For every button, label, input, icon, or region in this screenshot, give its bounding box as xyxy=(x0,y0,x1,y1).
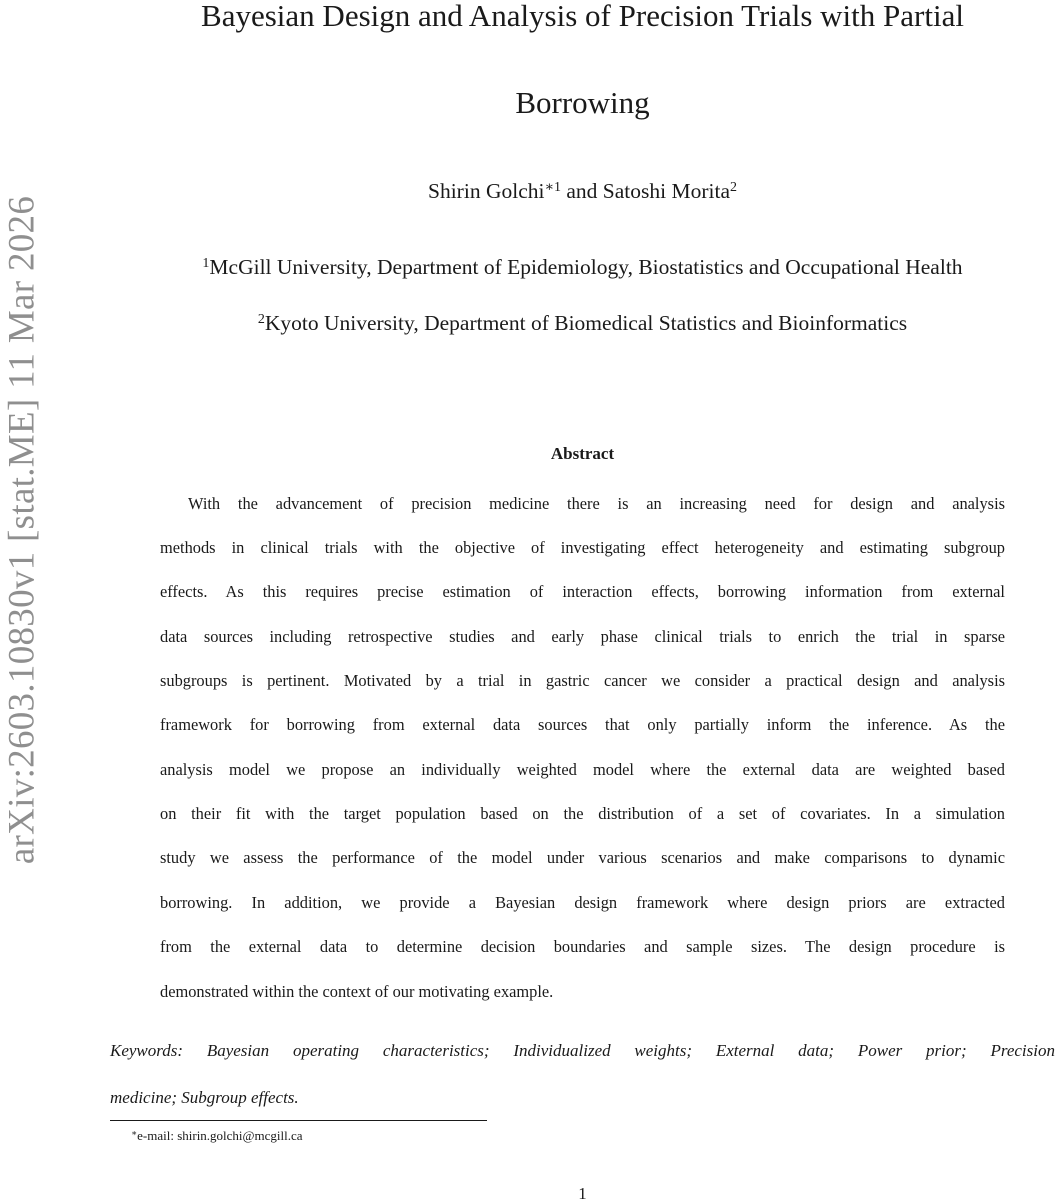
abstract-line: borrowing. In addition, we provide a Bayesian design framework where design priors are extracted xyxy=(160,893,1005,912)
affiliation-2-mark: 2 xyxy=(257,312,265,327)
abstract-line: With the advancement of precision medicine there is an increasing need for design and analysis xyxy=(188,494,1005,513)
footnote-email: e-mail: shirin.golchi@mcgill.ca xyxy=(137,1128,303,1143)
author-2-marks: 2 xyxy=(730,180,737,195)
author-connector: and xyxy=(560,179,603,203)
affiliation-1-mark: 1 xyxy=(202,256,210,271)
affiliation-1-text: McGill University, Department of Epidemiology, Biostatistics and Occupational Health xyxy=(209,255,963,279)
keywords-line-1: Keywords: Bayesian operating characteristics; Individualized weights; External data; Power prior; Precision xyxy=(110,1041,1055,1060)
abstract-line: from the external data to determine decision boundaries and sample sizes. The design procedure is xyxy=(160,937,1005,956)
affiliation-1 xyxy=(110,257,1055,279)
paper-title-line-2: Borrowing xyxy=(515,85,650,120)
page-number: 1 xyxy=(578,1184,587,1203)
footnote-mark: ∗ xyxy=(131,1128,138,1138)
abstract-line: methods in clinical trials with the objective of investigating effect heterogeneity and estimating subgroup xyxy=(160,538,1005,557)
abstract-line: demonstrated within the context of our motivating example. xyxy=(160,982,554,1001)
abstract-line: subgroups is pertinent. Motivated by a trial in gastric cancer we consider a practical design and analysis xyxy=(160,671,1005,690)
author-1-marks: ∗1 xyxy=(544,180,561,195)
abstract-line: analysis model we propose an individually weighted model where the external data are weighted based xyxy=(160,760,1005,779)
arxiv-identifier-stamp: arXiv:2603.10830v1 [stat.ME] 11 Mar 2026 xyxy=(1,195,43,865)
affiliation-2-text: Kyoto University, Department of Biomedical Statistics and Bioinformatics xyxy=(264,311,908,335)
abstract-line: framework for borrowing from external data sources that only partially inform the inference. As the xyxy=(160,715,1005,734)
abstract-line: effects. As this requires precise estimation of interaction effects, borrowing information from external xyxy=(160,582,1005,601)
abstract-line: on their fit with the target population based on the distribution of a set of covariates. In a simulation xyxy=(160,804,1005,823)
abstract-line: data sources including retrospective studies and early phase clinical trials to enrich the trial in sparse xyxy=(160,627,1005,646)
abstract-heading: Abstract xyxy=(550,444,615,463)
affiliation-2 xyxy=(110,313,1055,335)
footnote-rule xyxy=(110,1120,487,1121)
footnote xyxy=(131,1128,303,1144)
paper-title-line-1: Bayesian Design and Analysis of Precision Trials with Partial xyxy=(201,0,964,33)
author-line xyxy=(110,181,1055,203)
keywords-line-2: medicine; Subgroup effects. xyxy=(110,1088,299,1107)
abstract-line: study we assess the performance of the model under various scenarios and make comparisons to dynamic xyxy=(160,848,1005,867)
author-2-name: Satoshi Morita xyxy=(602,179,730,203)
author-1-name: Shirin Golchi xyxy=(428,179,545,203)
